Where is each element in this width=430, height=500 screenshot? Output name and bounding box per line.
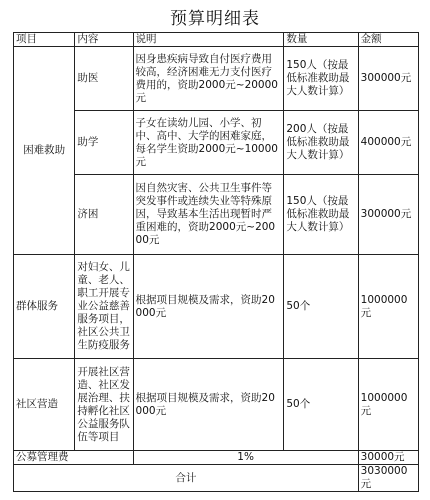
table-row: [14, 175, 419, 255]
management-fee-label: 公募管理费: [14, 451, 134, 465]
management-fee-row: [14, 451, 419, 465]
header-content: 内容: [75, 33, 133, 47]
table-row: [14, 47, 419, 111]
total-row: [14, 465, 419, 492]
qty-cell: 150人（按最低标准救助最大人数计算）: [284, 175, 358, 255]
budget-table: [13, 32, 419, 492]
amount-cell: 300000元: [358, 175, 418, 255]
management-fee-rate: 1%: [133, 451, 358, 465]
project-cell: 群体服务: [14, 255, 75, 359]
project-cell: 困难救助: [14, 47, 75, 255]
amount-cell: 300000元: [358, 47, 418, 111]
content-cell: 助学: [75, 111, 133, 175]
header-amount: 金额: [358, 33, 418, 47]
project-cell: 社区营造: [14, 359, 75, 451]
content-cell: 助医: [75, 47, 133, 111]
page-title: 预算明细表: [170, 9, 260, 29]
qty-cell: 50个: [284, 359, 358, 451]
content-cell: 开展社区营造、社区发展治理、扶持孵化社区公益服务队伍等项目: [75, 359, 133, 451]
amount-cell: 1000000元: [358, 255, 418, 359]
header-desc: 说明: [133, 33, 284, 47]
header-qty: 数量: [284, 33, 358, 47]
management-fee-amount: 30000元: [358, 451, 418, 465]
header-row: [14, 33, 419, 47]
desc-cell: 因身患疾病导致自付医疗费用较高，经济困难无力支付医疗费用的，资助2000元~20000元: [133, 47, 284, 111]
content-cell: 济困: [75, 175, 133, 255]
amount-cell: 400000元: [358, 111, 418, 175]
table-row: [14, 255, 419, 359]
desc-cell: 子女在读幼儿园、小学、初中、高中、大学的困难家庭，每名学生资助2000元~10000元: [133, 111, 284, 175]
table-row: [14, 359, 419, 451]
qty-cell: 50个: [284, 255, 358, 359]
content-cell: 对妇女、儿童、老人、职工开展专业公益慈善服务项目，社区公共卫生防疫服务: [75, 255, 133, 359]
header-project: 项目: [14, 33, 75, 47]
total-amount: 3030000元: [358, 465, 418, 492]
desc-cell: 根据项目规模及需求，资助20000元: [133, 255, 284, 359]
desc-cell: 根据项目规模及需求，资助20000元: [133, 359, 284, 451]
qty-cell: 200人（按最低标准救助最大人数计算）: [284, 111, 358, 175]
desc-cell: 因自然灾害、公共卫生事件等突发事件或连续失业等特殊原因，导致基本生活出现暂时严重困难的，资助2000元~20000元: [133, 175, 284, 255]
amount-cell: 1000000元: [358, 359, 418, 451]
table-row: [14, 111, 419, 175]
total-label: 合计: [14, 465, 359, 492]
qty-cell: 150人（按最低标准救助最大人数计算）: [284, 47, 358, 111]
